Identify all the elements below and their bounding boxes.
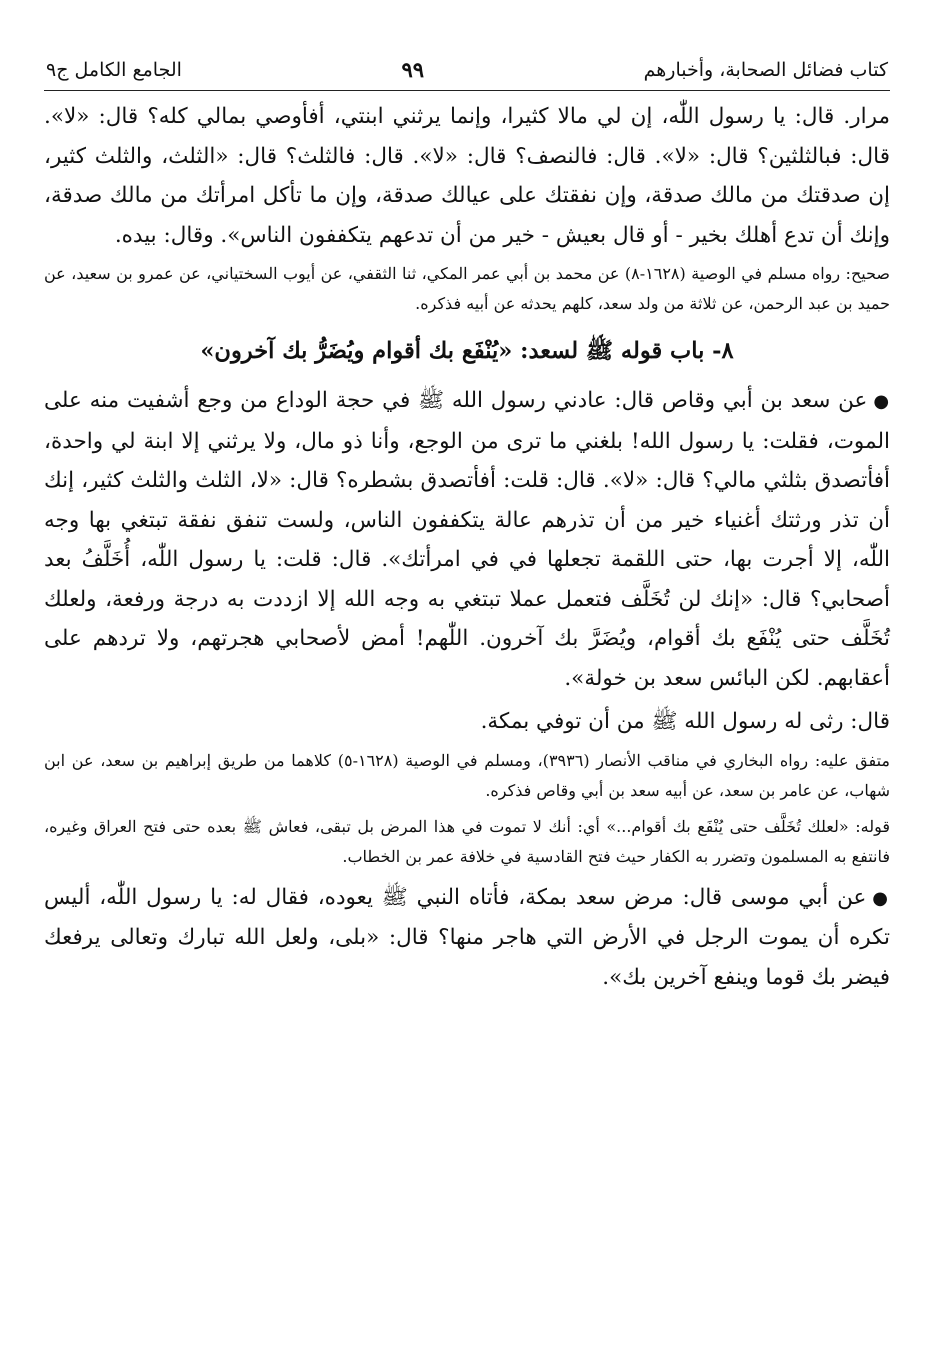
chapter-heading: ٨- باب قوله ﷺ لسعد: «يُنْفَع بك أقوام ويُضَرُّ بك آخرون» [200, 338, 734, 364]
page-number: ٩٩ [401, 57, 425, 82]
bullet-icon: ● [873, 391, 890, 412]
book-page [44, 56, 890, 997]
takhrij-note-1: صحيح: رواه مسلم في الوصية (١٦٢٨-٨) عن محمد بن أبي عمر المكي، ثنا الثقفي، عن أيوب السختياني، عن عمرو بن سعيد، عن حميد بن عبد الرحمن، عن ثلاثة من ولد سعد، كلهم يحدثه عن أبيه فذكره. [44, 264, 891, 313]
narrator-remark-paragraph: قال: رثى له رسول الله ﷺ من أن توفي بمكة. [480, 709, 890, 734]
book-title: كتاب فضائل الصحابة، وأخبارهم [643, 59, 888, 81]
hadith-sad-text: عن سعد بن أبي وقاص قال: عادني رسول الله ﷺ في حجة الوداع من وجع أشفيت منه على الموت، فقلت: يا رسول الله! بلغني ما ترى من الوجع، وأنا ذو مال، ولا يرثني إلا ابنة لي واحدة، أفأتصدق بثلثي مالي؟ قال: «لا». قال: قلت: أفأتصدق بشطره؟ قال: «لا، الثلث والثلث كثير، إنك أن تذر ورثتك أغنياء خير من أن تذرهم عالة يتكففون الناس، ولست تنفق نفقة تبتغي بها وجه اللّٰه، إلا أجرت بها، حتى اللقمة تجعلها في في امرأتك». قال: قلت: يا رسول اللّٰه، أُخَلَّفُ بعد أصحابي؟ قال: «إنك لن تُخَلَّف فتعمل عملا تبتغي به وجه الله إلا ازددت به درجة ورفعة، ولعلك تُخَلَّف حتى يُنْفَع بك أقوام، ويُضَرَّ بك آخرون. اللّٰهم! أمض لأصحابي هجرتهم، ولا تردهم على أعقابهم. لكن البائس سعد بن خولة». [44, 388, 890, 691]
hadith-abu-musa-paragraph [44, 878, 890, 998]
hadith-abu-musa-text: عن أبي موسى قال: مرض سعد بمكة، فأتاه النبي ﷺ يعوده، فقال له: يا رسول اللّٰه، أليس تكره أن يموت الرجل في الأرض التي هاجر منها؟ قال: «بلى، ولعل الله تبارك وتعالى يرفعك فيضر بك قوما وينفع آخرين بك». [44, 884, 890, 990]
series-title: الجامع الكامل ج٩ [46, 59, 182, 81]
bullet-icon-2: ● [872, 887, 890, 909]
hadith-continuation-paragraph: مرار. قال: يا رسول اللّٰه، إن لي مالا كثيرا، وإنما يرثني ابنتي، أفأوصي بمالي كله؟ قال: «لا». قال: فبالثلثين؟ قال: «لا». قال: فالنصف؟ قال: «لا». قال: فالثلث؟ قال: «الثلث، والثلث كثير، إن صدقتك من مالك صدقة، وإن نفقتك على عيالك صدقة، وإن ما تأكل امرأتك من مالك صدقة، وإنك أن تدع أهلك بخير - أو قال بعيش - خير من أن تدعهم يتكففون الناس». وقال: بيده. [44, 104, 890, 248]
commentary-note: قوله: «لعلك تُخَلَّف حتى يُنْفَع بك أقوام...» أي: أنك لا تموت في هذا المرض بل تبقى، فعاش ﷺ بعده حتى فتح العراق وغيره، فانتفع به المسلمون وتضرر به الكفار حيث فتح القادسية في خلافة عمر بن الخطاب. [44, 816, 890, 866]
hadith-sad-paragraph [44, 381, 890, 698]
takhrij-note-2: متفق عليه: رواه البخاري في مناقب الأنصار (٣٩٣٦)، ومسلم في الوصية (١٦٢٨-٥) كلاهما من طريق إبراهيم بن سعد، عن ابن شهاب، عن عامر بن سعد، عن أبيه سعد بن أبي وقاص فذكره. [44, 750, 891, 800]
running-header [44, 56, 890, 91]
